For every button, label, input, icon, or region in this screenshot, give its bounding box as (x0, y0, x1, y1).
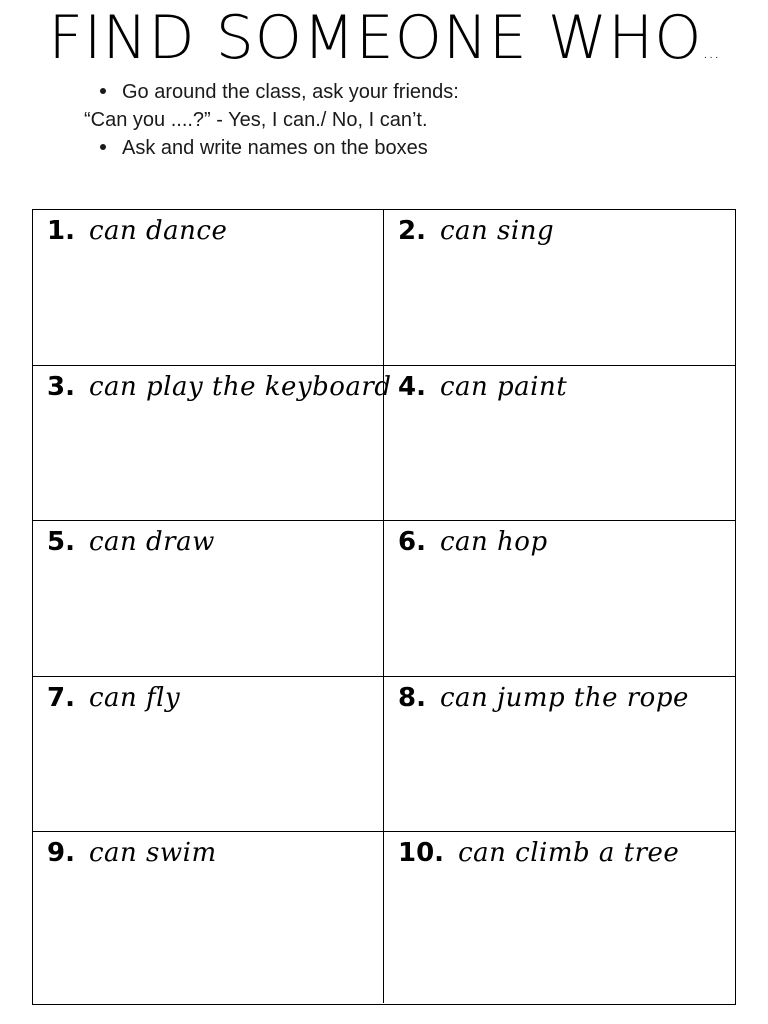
box-label (398, 527, 548, 557)
box-6[interactable] (384, 521, 735, 677)
box-3[interactable] (33, 366, 392, 521)
box-text: can play the keyboard (88, 372, 392, 402)
box-number: 6. (398, 527, 426, 557)
box-number: 5. (47, 527, 75, 557)
instruction-text-2: Ask and write names on the boxes (122, 137, 428, 159)
instruction-example: “Can you ....?” - Yes, I can./ No, I can’t. (84, 109, 428, 131)
box-text: can dance (88, 216, 228, 246)
box-label (398, 838, 679, 868)
box-number: 7. (47, 683, 75, 713)
activity-grid (32, 209, 736, 1005)
bullet-icon (100, 144, 106, 150)
box-label (47, 216, 227, 246)
box-number: 10. (398, 838, 445, 868)
box-label (47, 683, 180, 713)
box-5[interactable] (33, 521, 384, 677)
box-label (47, 372, 392, 402)
instruction-text-1: Go around the class, ask your friends: (122, 81, 459, 103)
box-label (47, 838, 217, 868)
box-text: can climb a tree (458, 838, 680, 868)
box-number: 9. (47, 838, 75, 868)
instructions (84, 78, 459, 162)
box-number: 3. (47, 372, 75, 402)
box-text: can paint (439, 372, 568, 402)
box-number: 4. (398, 372, 426, 402)
instruction-bullet-1 (84, 78, 459, 106)
instruction-bullet-2 (84, 134, 459, 162)
page-title (0, 4, 768, 87)
box-number: 2. (398, 216, 426, 246)
box-7[interactable] (33, 677, 384, 832)
title-text: FIND SOMEONE WHO (48, 3, 703, 73)
box-10[interactable] (384, 832, 735, 1003)
box-1[interactable] (33, 210, 384, 366)
box-label (398, 372, 567, 402)
box-text: can sing (439, 216, 555, 246)
bullet-icon (100, 88, 106, 94)
box-number: 8. (398, 683, 426, 713)
box-text: can swim (88, 838, 217, 868)
box-4[interactable] (384, 366, 735, 521)
box-label (47, 527, 215, 557)
box-9[interactable] (33, 832, 384, 1003)
box-label (398, 216, 554, 246)
box-8[interactable] (384, 677, 735, 832)
box-text: can fly (88, 683, 181, 713)
box-2[interactable] (384, 210, 735, 366)
box-text: can hop (439, 527, 548, 557)
box-label (398, 683, 689, 713)
box-number: 1. (47, 216, 75, 246)
title-ellipsis: ... (702, 42, 720, 63)
box-text: can draw (88, 527, 215, 557)
box-text: can jump the rope (439, 683, 689, 713)
